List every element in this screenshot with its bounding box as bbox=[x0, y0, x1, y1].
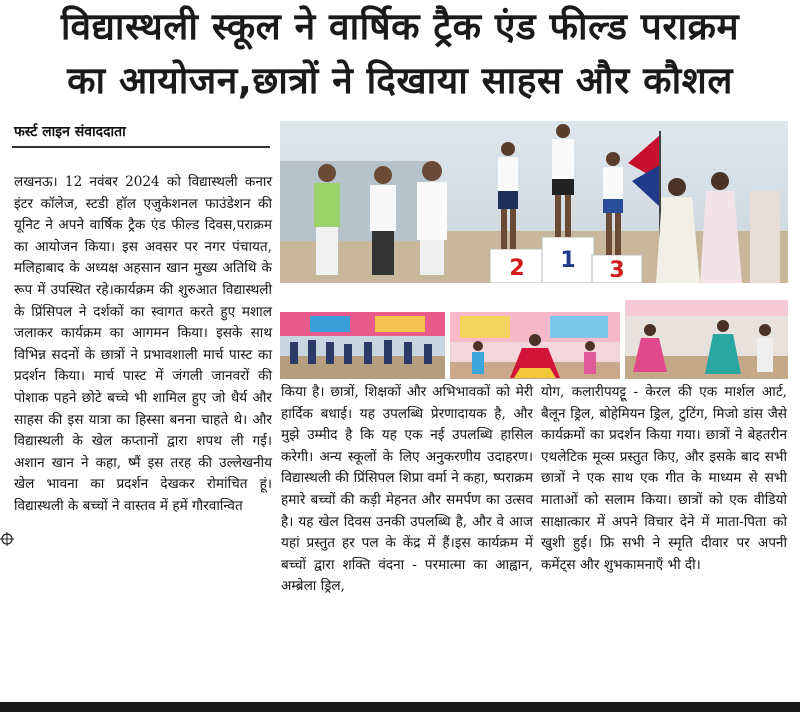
podium-ceremony-photo bbox=[280, 121, 788, 283]
article-column-2 bbox=[281, 382, 533, 598]
podium-number-2: 2 bbox=[509, 256, 525, 281]
march-past-photo bbox=[280, 312, 445, 379]
article-column-1 bbox=[14, 172, 272, 518]
folk-dance-photo bbox=[625, 300, 788, 379]
byline-rule bbox=[12, 146, 270, 148]
article-text-column-1: लखनऊ। 12 नवंबर 2024 को विद्यास्थली कनार इंटर कॉलेज, स्टडी हॉल एजुकेशनल फाउंडेशन की यूनिट ने अपने वार्षिक ट्रैक एंड फील्ड दिवस,पराक्रम का आयोजन किया। इस अवसर पर नगर पंचायत, मलिहाबाद के अध्यक्ष अहसान खान मुख्य अतिथि के रूप में उपस्थित रहे।कार्यक्रम की शुरुआत विद्यास्थली के प्रिंसिपल ने दर्शकों का स्वागत करते हुए मशाल जलाकर कार्यक्रम का आगमन किया। इसके साथ विभिन्न सदनों के छात्रों ने प्रभावशाली मार्च पास्ट का प्रदर्शन किया। मार्च पास्ट में जंगली जानवरों की पोशाक पहने छोटे बच्चे भी शामिल हुए जो धैर्य और साहस की इस यात्रा का हिस्सा बनना चाहते थे। और विद्यास्थली के खेल कप्तानों द्वारा शपथ ली गई। अशान खान ने कहा, ष्मैं इस तरह की उल्लेखनीय खेल भावना का प्रदर्शन देखकर रोमांचित हूं। विद्यास्थली के बच्चों ने वास्तव में हमें गौरवान्वित bbox=[14, 174, 272, 514]
headline bbox=[0, 0, 800, 116]
podium-number-3: 3 bbox=[609, 258, 625, 283]
article-column-3 bbox=[541, 382, 787, 576]
registration-mark-icon bbox=[0, 532, 14, 546]
dance-performance-photo bbox=[450, 312, 620, 379]
bottom-edge-bar bbox=[0, 702, 800, 712]
podium-number-1: 1 bbox=[560, 248, 576, 273]
article-text-column-3: योग, कलारीपयट्टू - केरल की एक मार्शल आर्ट, बैलून ड्रिल, बोहेमियन ड्रिल, टुटिंग, मिजो डांस जैसे कार्यक्रमों का प्रदर्शन किया गया। छात्रों ने बेहतरीन एथलेटिक मूव्स प्रस्तुत किए, और इसके बाद सभी छात्रों ने एक साथ एक गीत के माध्यम से सभी माताओं को सलाम किया। छात्रों को एक वीडियो साक्षात्कार में अपने विचार देने में माता-पिता को खुशी हुई। फ्रि सभी ने स्मृति दीवार पर अपनी कमेंट्स और शुभकामनाएँ भी दी। bbox=[541, 384, 787, 573]
byline: फर्स्ट लाइन संवाददाता bbox=[14, 124, 126, 140]
headline-line-1: विद्यास्थली स्कूल ने वार्षिक ट्रैक एंड फील्ड पराक्रम bbox=[60, 5, 740, 48]
headline-line-2: का आयोजन,छात्रों ने दिखाया साहस और कौशल bbox=[67, 59, 733, 102]
article-text-column-2: किया है। छात्रों, शिक्षकों और अभिभावकों को मेरी हार्दिक बधाई। यह उपलब्धि प्रेरणादायक है, और मुझे उम्मीद है कि यह एक नई उपलब्धि हासिल करेगी। अन्य स्कूलों के लिए अनुकरणीय उदाहरण। विद्यास्थली की प्रिंसिपल शिप्रा वर्मा ने कहा, ष्पराक्रम हमारे बच्चों की कड़ी मेहनत और समर्पण का उत्सव है। यह खेल दिवस उनकी उपलब्धि है, और वे आज यहां प्रस्तुत हर पल के केंद्र में हैं।इस कार्यक्रम में बच्चों द्वारा शक्ति वंदना - परमात्मा का आह्वान, अम्ब्रेला ड्रिल, bbox=[281, 384, 533, 595]
